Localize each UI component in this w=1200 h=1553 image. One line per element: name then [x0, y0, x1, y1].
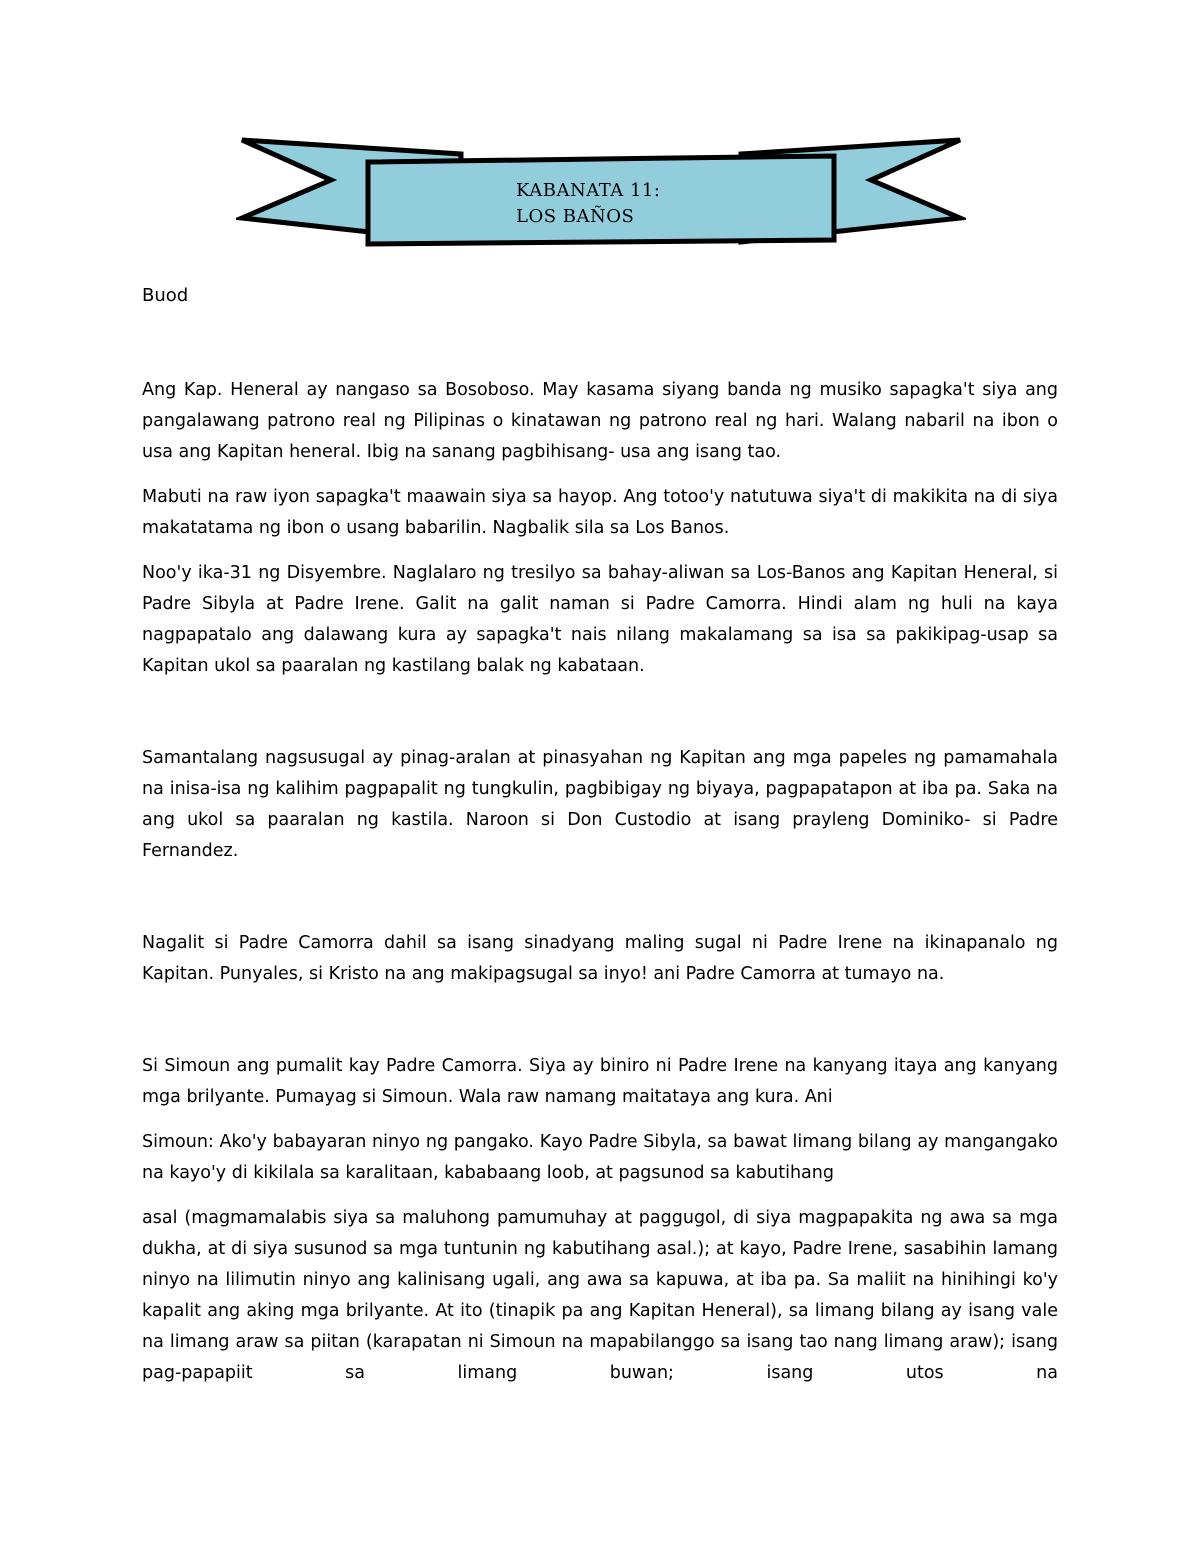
- paragraph: Noo'y ika-31 ng Disyembre. Naglalaro ng tresilyo sa bahay-aliwan sa Los-Banos ang Kapitan Heneral, si Padre Sibyla at Padre Irene. Galit na galit naman si Padre Camorra. Hindi alam ng huli na kaya nagpapatalo ang dalawang kura ay sapagka't nais nilang makalamang sa isa sa pakikipag-usap sa Kapitan ukol sa paaralan ng kastilang balak ng kabataan.: [142, 563, 1058, 676]
- paragraph: Ang Kap. Heneral ay nangaso sa Bosoboso. May kasama siyang banda ng musiko sapagka't siya ang pangalawang patrono real ng Pilipinas o kinatawan ng patrono real ng hari. Walang nabaril na ibon o usa ang Kapitan heneral. Ibig na sanang pagbihisang- usa ang isang tao.: [142, 380, 1058, 462]
- section-heading: Buod: [142, 285, 189, 306]
- paragraph-gap: [142, 696, 1058, 743]
- paragraph: Si Simoun ang pumalit kay Padre Camorra. Siya ay biniro ni Padre Irene na kanyang itaya ang kanyang mga brilyante. Pumayag si Simoun. Wala raw namang maitataya ang kura. Ani: [142, 1056, 1058, 1107]
- document-body: [142, 283, 1058, 1403]
- paragraph: asal (magmamalabis siya sa maluhong pamumuhay at paggugol, di siya magpapakita ng awa sa mga dukha, at di siya susunod sa mga tuntunin ng kabutihang asal.); at kayo, Padre Irene, sasabihin lamang ninyo na lilimutin ninyo ang kalinisang ugali, ang awa sa kapuwa, at iba pa. Sa maliit na hinihingi ko'y kapalit ang aking mga brilyante. At ito (tinapik pa ang Kapitan Heneral), sa limang bilang ay isang vale na limang araw sa piitan (karapatan ni Simoun na mapabilanggo sa isang tao nang limang araw); isang pag-papapiit sa limang buwan; isang utos na: [142, 1208, 1058, 1383]
- paragraph-gap: [142, 881, 1058, 928]
- paragraph: Samantalang nagsusugal ay pinag-aralan at pinasyahan ng Kapitan ang mga papeles ng pamamahala na inisa-isa ng kalihim pagpapalit ng tungkulin, pagbibigay ng biyaya, pagpapatapon at iba pa. Saka na ang ukol sa paaralan ng kastila. Naroon si Don Custodio at isang prayleng Dominiko- si Padre Fernandez.: [142, 748, 1058, 861]
- chapter-name: LOS BAÑOS: [516, 206, 635, 227]
- chapter-number: KABANATA 11:: [516, 180, 661, 201]
- paragraph: Nagalit si Padre Camorra dahil sa isang sinadyang maling sugal ni Padre Irene na ikinapanalo ng Kapitan. Punyales, si Kristo na ang makipagsugal sa inyo! ani Padre Camorra at tumayo na.: [142, 933, 1058, 984]
- paragraph-gap: [142, 1004, 1058, 1051]
- paragraph: Mabuti na raw iyon sapagka't maawain siya sa hayop. Ang totoo'y natutuwa siya't di makikita na di siya makatatama ng ibon o usang babarilin. Nagbalik sila sa Los Banos.: [142, 487, 1058, 538]
- paragraph: Simoun: Ako'y babayaran ninyo ng pangako. Kayo Padre Sibyla, sa bawat limang bilang ay mangangako na kayo'y di kikilala sa karalitaan, kababaang loob, at pagsunod sa kabutihang: [142, 1132, 1058, 1183]
- chapter-banner: [236, 130, 966, 250]
- chapter-title: [516, 178, 816, 230]
